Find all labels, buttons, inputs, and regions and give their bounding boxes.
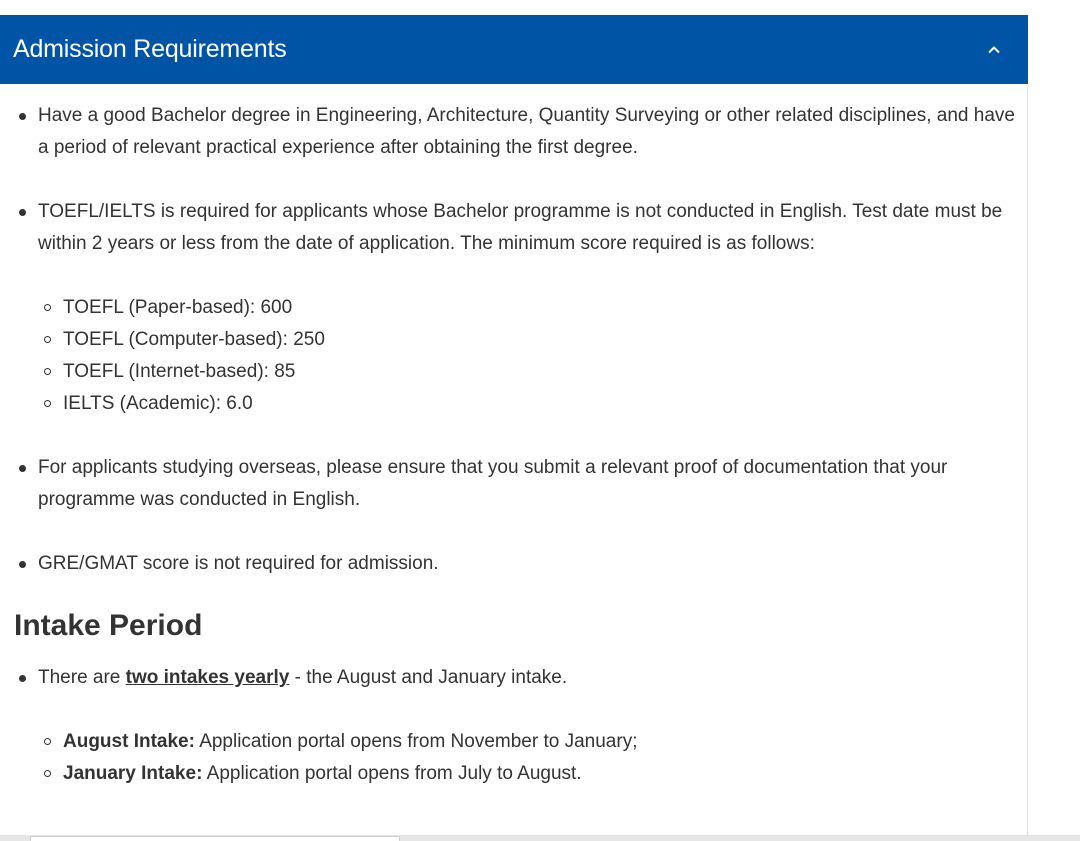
list-item [63, 726, 1027, 758]
accordion-header[interactable] [0, 15, 1028, 84]
bottom-input[interactable] [30, 836, 400, 841]
intake-periods-list [38, 726, 1027, 790]
intake-list [0, 662, 1027, 790]
intake-heading: Intake Period [14, 609, 203, 642]
requirement-gre: GRE/GMAT score is not required for admission. [38, 553, 439, 574]
score-toefl-internet: TOEFL (Internet-based): 85 [63, 361, 296, 382]
list-item [38, 452, 1027, 516]
two-intakes-link[interactable]: two intakes yearly [125, 667, 290, 688]
scores-list [38, 292, 1027, 420]
accordion-title: Admission Requirements [13, 35, 287, 63]
list-item [63, 388, 1027, 420]
intake-label: January Intake: [63, 763, 203, 784]
intake-text: Application portal opens from November to January; [199, 731, 638, 752]
score-ielts: IELTS (Academic): 6.0 [63, 393, 253, 414]
accordion-body [0, 84, 1027, 790]
list-item [63, 292, 1027, 324]
admission-accordion [0, 15, 1028, 841]
list-item [38, 100, 1027, 164]
requirement-language: TOEFL/IELTS is required for applicants whose Bachelor programme is not conducted in English. Test date must be within 2 years or less from the date of application. The minimum score required is as follows: [38, 201, 1003, 254]
requirements-list [0, 100, 1027, 580]
score-toefl-paper: TOEFL (Paper-based): 600 [63, 297, 293, 318]
intake-text: Application portal opens from July to August. [206, 763, 582, 784]
requirement-overseas: For applicants studying overseas, please ensure that you submit a relevant proof of documentation that your programme was conducted in English. [38, 457, 948, 510]
intake-intro-suffix: - the August and January intake. [294, 667, 568, 688]
list-item [63, 356, 1027, 388]
list-item [38, 548, 1027, 580]
list-item [38, 662, 1027, 790]
chevron-up-icon[interactable] [984, 40, 1004, 60]
intake-label: August Intake: [63, 731, 195, 752]
requirement-degree: Have a good Bachelor degree in Engineering, Architecture, Quantity Surveying or other related disciplines, and have a period of relevant practical experience after obtaining the first degree. [38, 105, 1015, 158]
score-toefl-computer: TOEFL (Computer-based): 250 [63, 329, 325, 350]
list-item [63, 758, 1027, 790]
list-item [38, 196, 1027, 420]
intake-intro-prefix: There are [38, 667, 121, 688]
list-item [63, 324, 1027, 356]
